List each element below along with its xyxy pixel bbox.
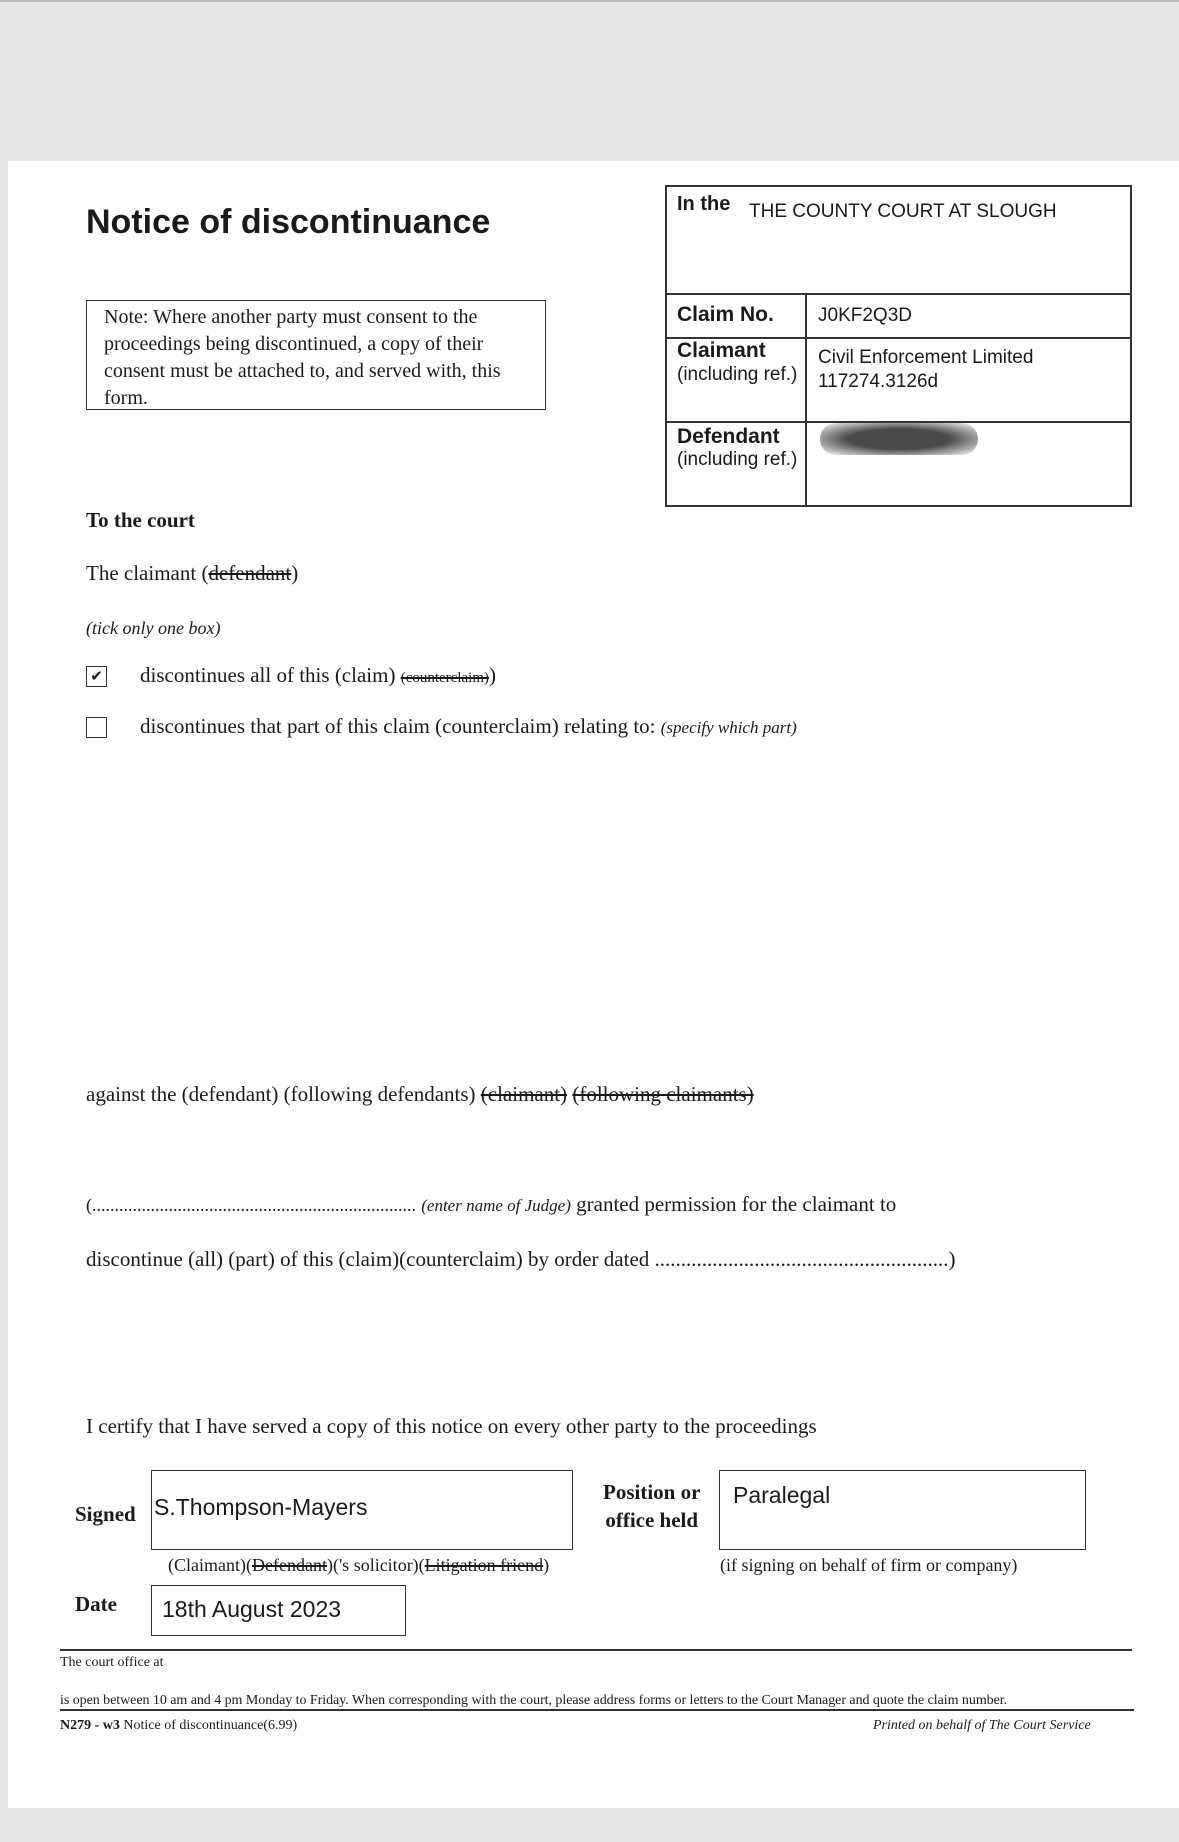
printed-on-behalf: Printed on behalf of The Court Service (873, 1718, 1091, 1733)
certify-statement: I certify that I have served a copy of this notice on every other party to the proceedings (86, 1414, 817, 1438)
in-the-label: In the (677, 193, 731, 215)
redacted-defendant-name (820, 423, 978, 455)
claimant-label: Claimant (677, 339, 766, 362)
claimant-name: Civil Enforcement Limited (818, 347, 1034, 368)
position-value: Paralegal (733, 1482, 831, 1508)
claim-no-label: Claim No. (677, 303, 774, 326)
consent-note: Note: Where another party must consent to the proceedings being discontinued, a copy of their consent must be attached to, and served with, this form. (104, 306, 501, 409)
firm-signing-note: (if signing on behalf of firm or company) (720, 1555, 1018, 1575)
to-the-court-heading: To the court (86, 508, 195, 532)
court-office-label: The court office at (60, 1655, 164, 1670)
defendant-sublabel: (including ref.) (677, 449, 798, 470)
form-page (8, 161, 1179, 1808)
signature-value: S.Thompson-Mayers (154, 1494, 368, 1520)
date-field[interactable] (151, 1585, 406, 1636)
claimant-sublabel: (including ref.) (677, 364, 798, 385)
claimant-ref: 117274.3126d (818, 371, 939, 392)
order-dated-line: discontinue (all) (part) of this (claim)(counterclaim) by order dated ........................................................) (86, 1247, 956, 1271)
position-label: Position or office held (603, 1480, 701, 1532)
party-line: The claimant (defendant) (86, 561, 299, 585)
claim-number: J0KF2Q3D (818, 305, 912, 326)
option-discontinue-all-checkbox[interactable]: ✔ (86, 666, 107, 687)
form-title: Notice of discontinuance (86, 203, 491, 241)
office-hours-note: is open between 10 am and 4 pm Monday to Friday. When corresponding with the court, please address forms or letters to the Court Manager and quote the claim number. (60, 1693, 1008, 1708)
judge-permission-line: (........................................................................ (enter name of Judge) granted permission for the claimant to (86, 1192, 897, 1216)
option-discontinue-all-label: discontinues all of this (claim) (counterclaim)) (140, 663, 496, 687)
footer-rule (60, 1709, 1134, 1711)
date-label: Date (75, 1592, 117, 1616)
form-code: N279 - w3 Notice of discontinuance(6.99) (60, 1718, 298, 1733)
footer-divider (60, 1649, 1132, 1651)
position-field[interactable] (719, 1470, 1086, 1550)
defendant-label: Defendant (677, 425, 780, 448)
signed-label: Signed (75, 1502, 136, 1526)
signer-role-line: (Claimant)(Defendant)('s solicitor)(Litigation friend) (168, 1555, 550, 1575)
date-value: 18th August 2023 (162, 1596, 342, 1622)
consent-note-box (86, 300, 546, 410)
top-edge (0, 0, 1179, 2)
tick-instruction: (tick only one box) (86, 618, 221, 638)
option-discontinue-part-checkbox[interactable] (86, 717, 107, 738)
option-discontinue-part-label: discontinues that part of this claim (counterclaim) relating to: (specify which part) (140, 714, 797, 738)
against-line: against the (defendant) (following defendants) (claimant) (following claimants) (86, 1082, 754, 1106)
signature-field[interactable] (151, 1470, 573, 1550)
struck-defendant: defendant (208, 561, 292, 585)
case-details-table (665, 185, 1132, 507)
court-name: THE COUNTY COURT AT SLOUGH (749, 201, 1057, 222)
